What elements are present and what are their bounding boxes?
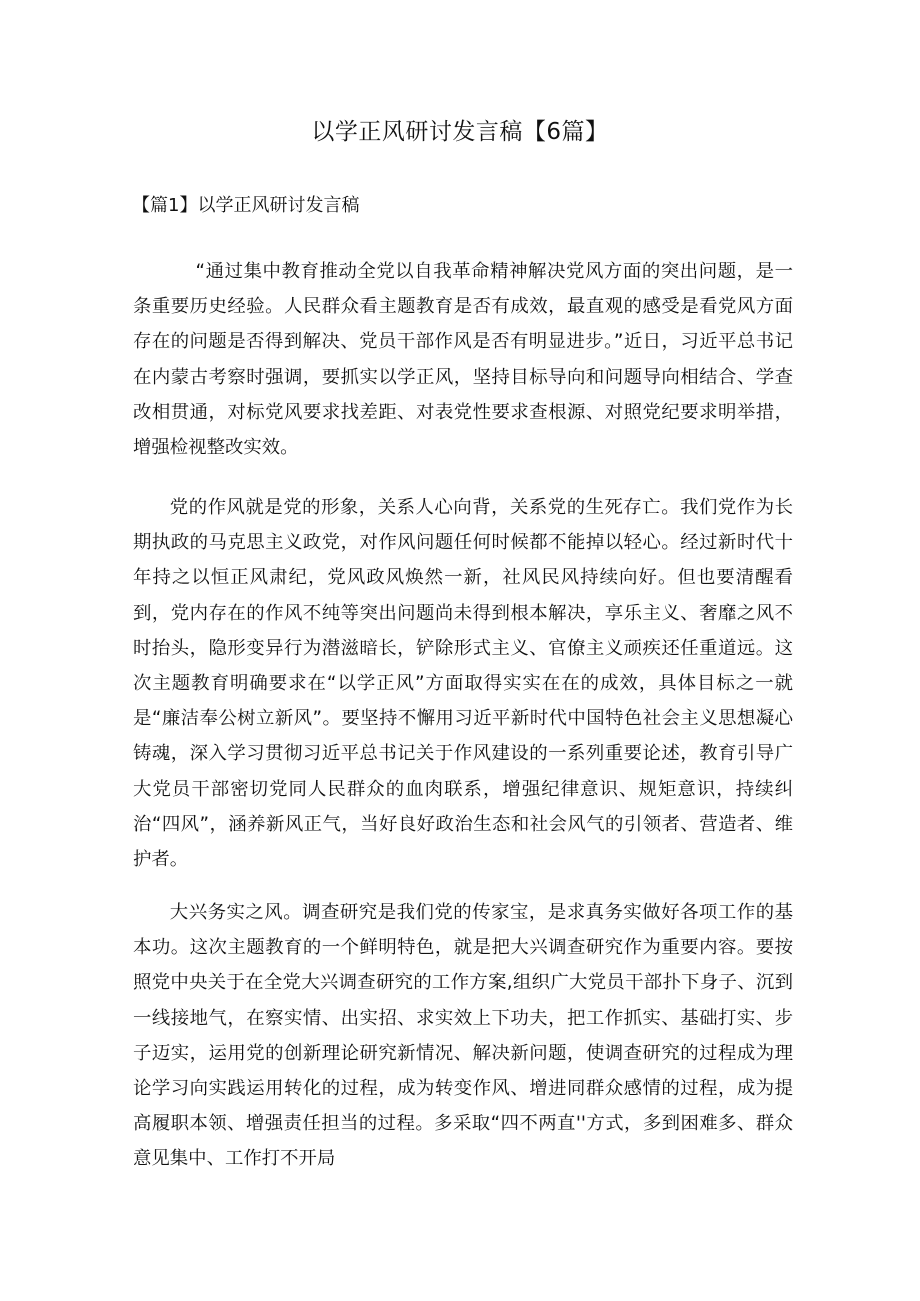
body-paragraph: 党的作风就是党的形象，关系人心向背，关系党的生死存亡。我们党作为长期执政的马克思主义政党，对作风问题任何时候都不能掉以轻心。经过新时代十年持之以恒正风肃纪，党风政风焕然一新，社风民风持续向好。但也要清醒看到，党内存在的作风不纯等突出问题尚未得到根本解决，享乐主义、奢靡之风不时抬头，隐形变异行为潜滋暗长，铲除形式主义、官僚主义顽疾还任重道远。这次主题教育明确要求在“以学正风”方面取得实实在在的成效，具体目标之一就是“廉洁奉公树立新风”。要坚持不懈用习近平新时代中国特色社会主义思想凝心铸魂，深入学习贯彻习近平总书记关于作风建设的一系列重要论述，教育引导广大党员干部密切党同人民群众的血肉联系，增强纪律意识、规矩意识，持续纠治“四风”，涵养新风正气，当好良好政治生态和社会风气的引领者、营造者、维护者。 [133, 497, 793, 871]
document-title: 以学正风研讨发言稿【6篇】 [311, 119, 609, 145]
section-heading: 【篇1】以学正风研讨发言稿 [132, 195, 360, 216]
body-paragraph: “通过集中教育推动全党以自我革命精神解决党风方面的突出问题，是一条重要历史经验。人民群众看主题教育是否有成效，最直观的感受是看党风方面存在的问题是否得到解决、党员干部作风是否有明显进步。”近日，习近平总书记在内蒙古考察时强调，要抓实以学正风，坚持目标导向和问题导向相结合、学查改相贯通，对标党风要求找差距、对表党性要求查根源、对照党纪要求明举措，增强检视整改实效。 [133, 261, 793, 459]
body-paragraph: 大兴务实之风。调查研究是我们党的传家宝，是求真务实做好各项工作的基本功。这次主题教育的一个鲜明特色，就是把大兴调查研究作为重要内容。要按照党中央关于在全党大兴调查研究的工作方案,组织广大党员干部扑下身子、沉到一线接地气，在察实情、出实招、求实效上下功夫，把工作抓实、基础打实、步子迈实，运用党的创新理论研究新情况、解决新问题，使调查研究的过程成为理论学习向实践运用转化的过程，成为转变作风、增进同群众感情的过程，成为提高履职本领、增强责任担当的过程。多采取“四不两直''方式，多到困难多、群众意见集中、工作打不开局 [133, 902, 793, 1170]
